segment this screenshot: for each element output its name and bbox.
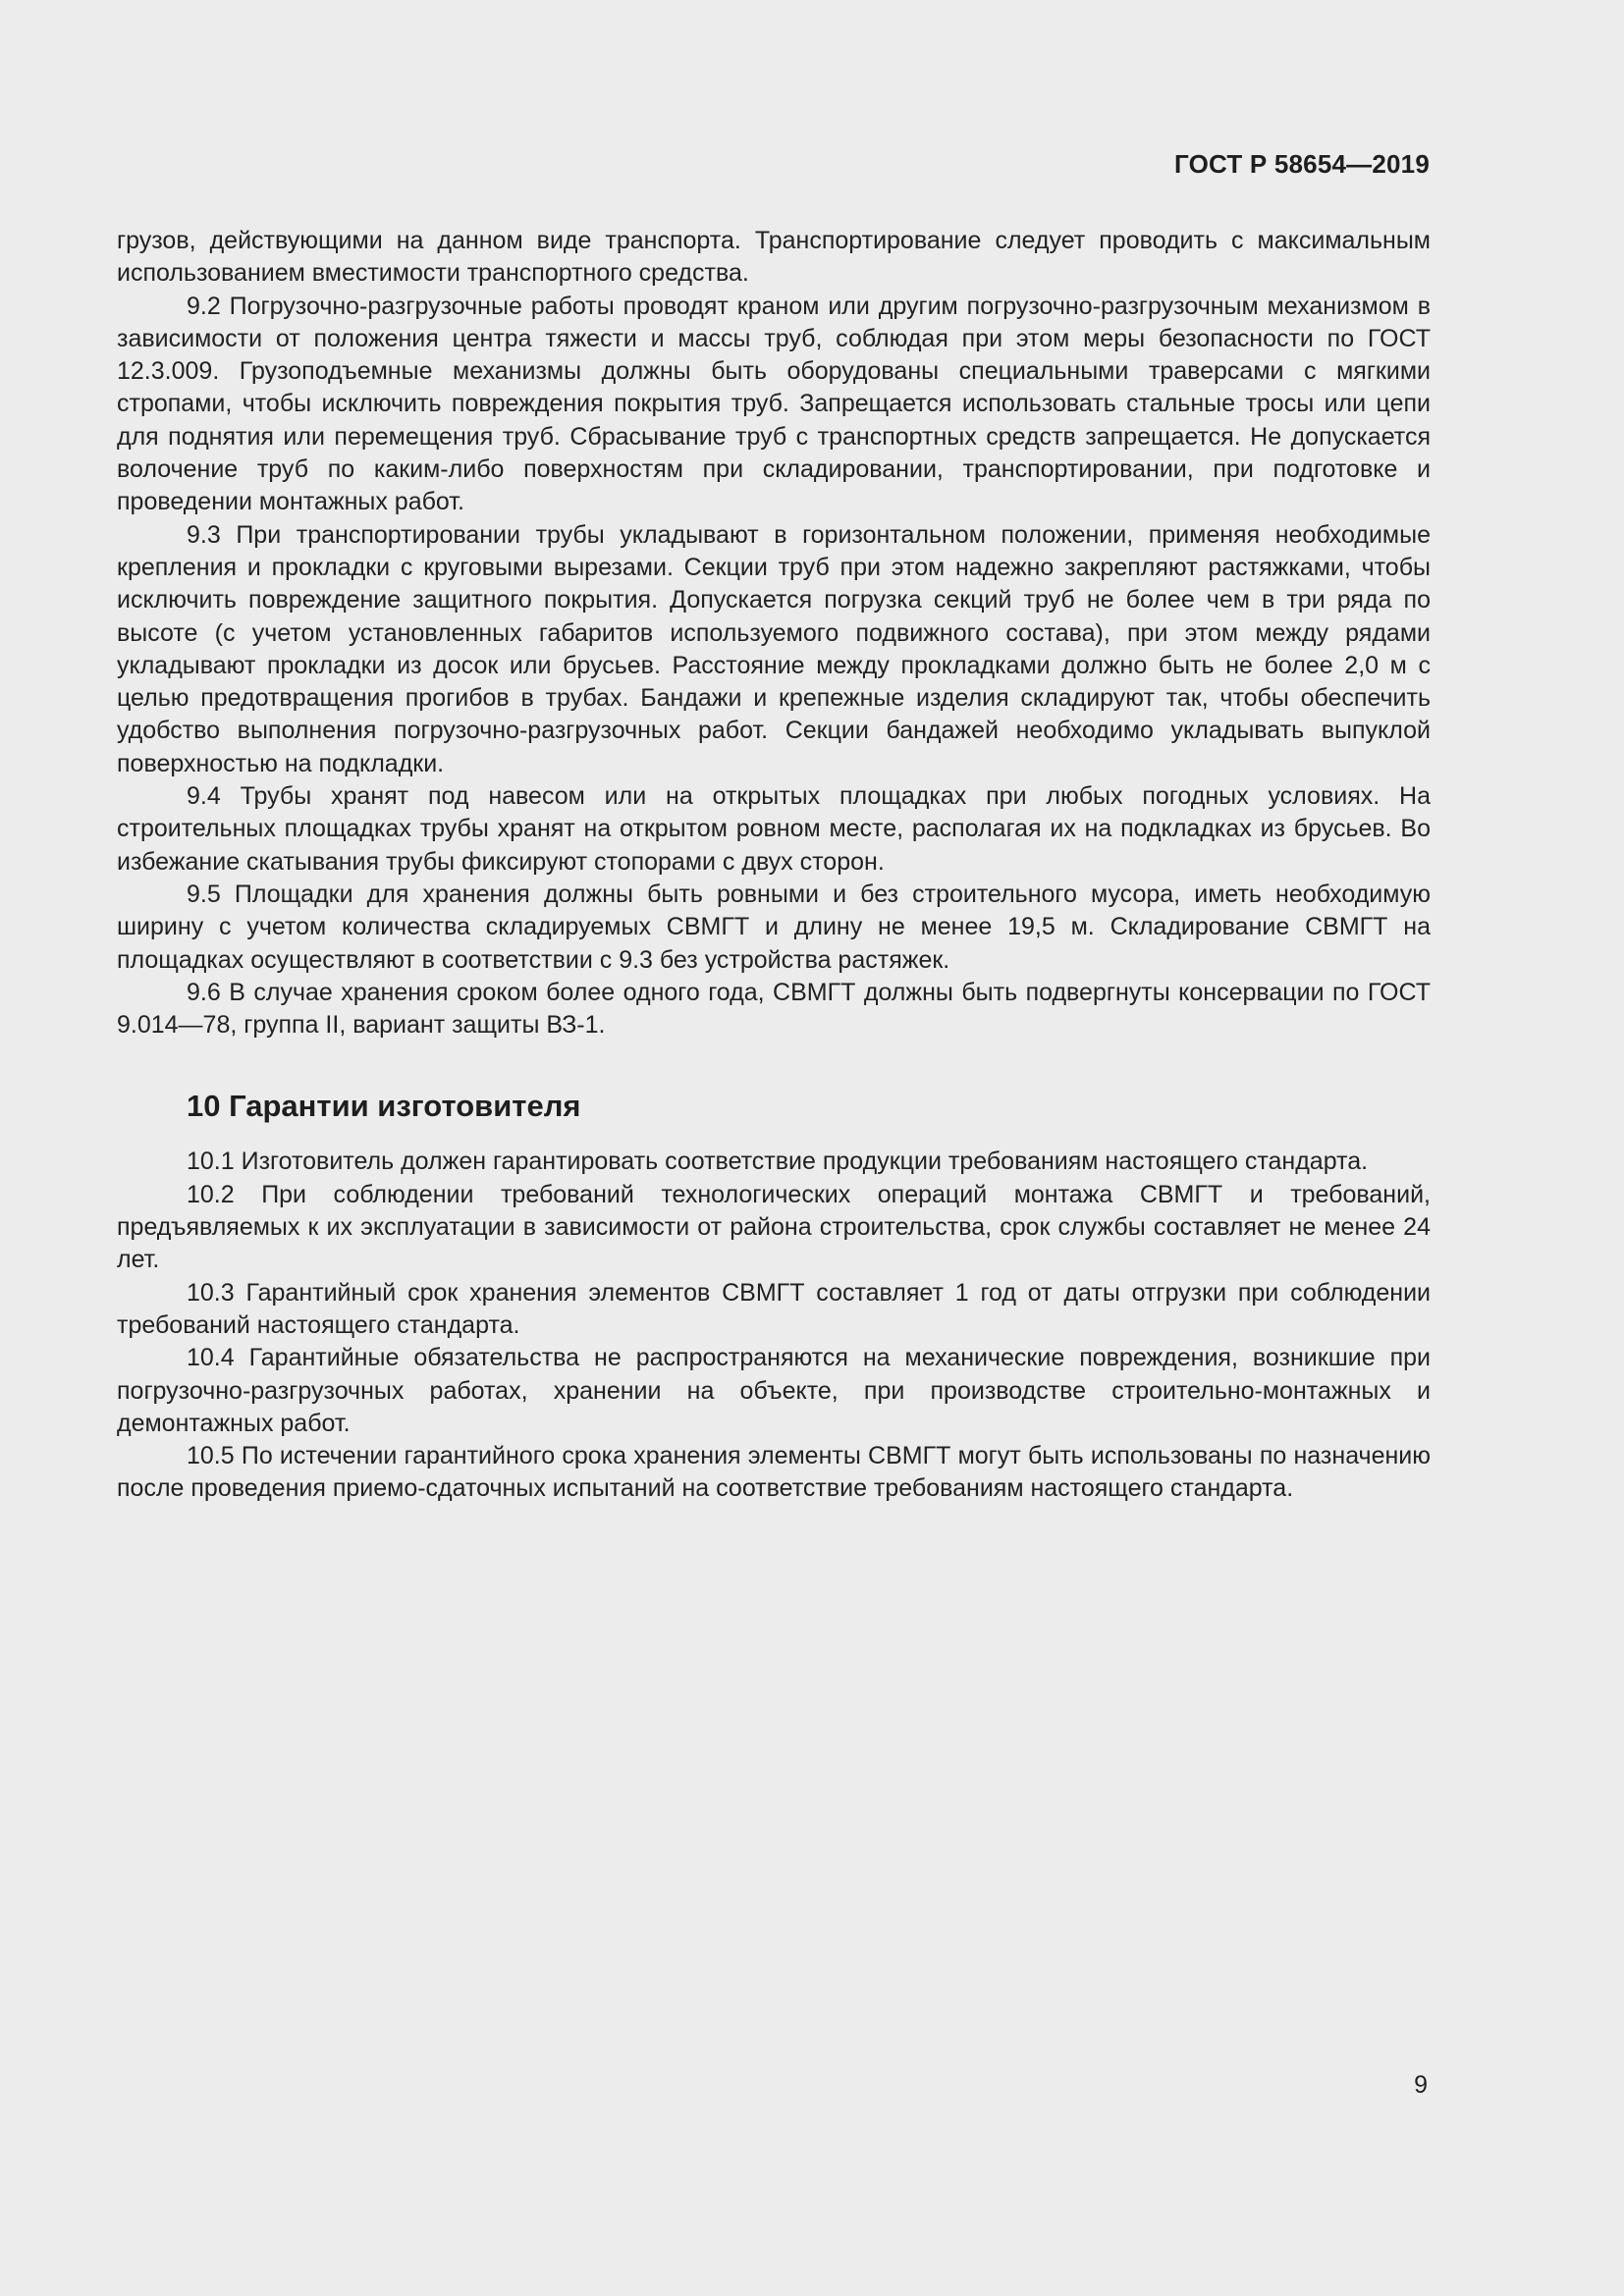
paragraph-continuation: грузов, действующими на данном виде транспорта. Транспортирование следует проводить с максимальным использованием вместимости транспортного средства. (117, 227, 1431, 288)
paragraph-9-3: 9.3 При транспортировании трубы укладывают в горизонтальном положении, применяя необходимые крепления и прокладки с круговыми вырезами. Секции труб при этом надежно закрепляют растяжками, чтобы исключить повреждение защитного покрытия. Допускается погрузка секций труб не более чем в три ряда по высоте (с учетом установленных габаритов используемого подвижного состава), при этом между рядами укладывают прокладки из досок или брусьев. Расстояние между прокладками должно быть не более 2,0 м с целью предотвращения прогибов в трубах. Бандажи и крепежные изделия складируют так, чтобы обеспечить удобство выполнения погрузочно-разгрузочных работ. Секции бандажей необходимо укладывать выпуклой поверхностью на подкладки. (117, 520, 1431, 777)
section-10-heading: 10 Гарантии изготовителя (187, 1089, 581, 1124)
paragraph-9-6: 9.6 В случае хранения сроком более одного года, СВМГТ должны быть подвергнуты консервации по ГОСТ 9.014—78, группа II, вариант защиты ВЗ-1. (117, 978, 1431, 1040)
paragraph-10-2: 10.2 При соблюдении требований технологических операций монтажа СВМГТ и требований, предъявляемых к их эксплуатации в зависимости от района строительства, срок службы составляет не менее 24 лет. (117, 1180, 1431, 1274)
paragraph-9-2: 9.2 Погрузочно-разгрузочные работы проводят краном или другим погрузочно-разгрузочным механизмом в зависимости от положения центра тяжести и массы труб, соблюдая при этом меры безопасности по ГОСТ 12.3.009. Грузоподъемные механизмы должны быть оборудованы специальными траверсами с мягкими стропами, чтобы исключить повреждения покрытия труб. Запрещается использовать стальные тросы или цепи для поднятия или перемещения труб. Сбрасывание труб с транспортных средств запрещается. Не допускается волочение труб по каким-либо поверхностям при складировании, транспортировании, при подготовке и проведении монтажных работ. (117, 292, 1431, 516)
paragraph-10-3: 10.3 Гарантийный срок хранения элементов СВМГТ составляет 1 год от даты отгрузки при соблюдении требований настоящего стандарта. (117, 1278, 1431, 1339)
paragraph-10-5: 10.5 По истечении гарантийного срока хранения элементы СВМГТ могут быть использованы по назначению после проведения приемо-сдаточных испытаний на соответствие требованиям настоящего стандарта. (117, 1442, 1431, 1503)
paragraph-9-5: 9.5 Площадки для хранения должны быть ровными и без строительного мусора, иметь необходимую ширину с учетом количества складируемых СВМГТ и длину не менее 19,5 м. Складирование СВМГТ на площадках осуществляют в соответствии с 9.3 без устройства растяжек. (117, 880, 1431, 974)
paragraph-10-4: 10.4 Гарантийные обязательства не распространяются на механические повреждения, возникшие при погрузочно-разгрузочных работах, хранении на объекте, при производстве строительно-монтажных и демонтажных работ. (117, 1344, 1431, 1437)
page-body (117, 225, 1431, 1506)
page-number: 9 (1414, 2071, 1428, 2099)
paragraph-10-1: 10.1 Изготовитель должен гарантировать соответствие продукции требованиям настоящего стандарта. (187, 1148, 1369, 1176)
paragraph-9-4: 9.4 Трубы хранят под навесом или на открытых площадках при любых погодных условиях. На строительных площадках трубы хранят на открытом ровном месте, располагая их на подкладках из брусьев. Во избежание скатывания трубы фиксируют стопорами с двух сторон. (117, 782, 1431, 876)
document-code-header: ГОСТ Р 58654—2019 (1174, 149, 1430, 179)
